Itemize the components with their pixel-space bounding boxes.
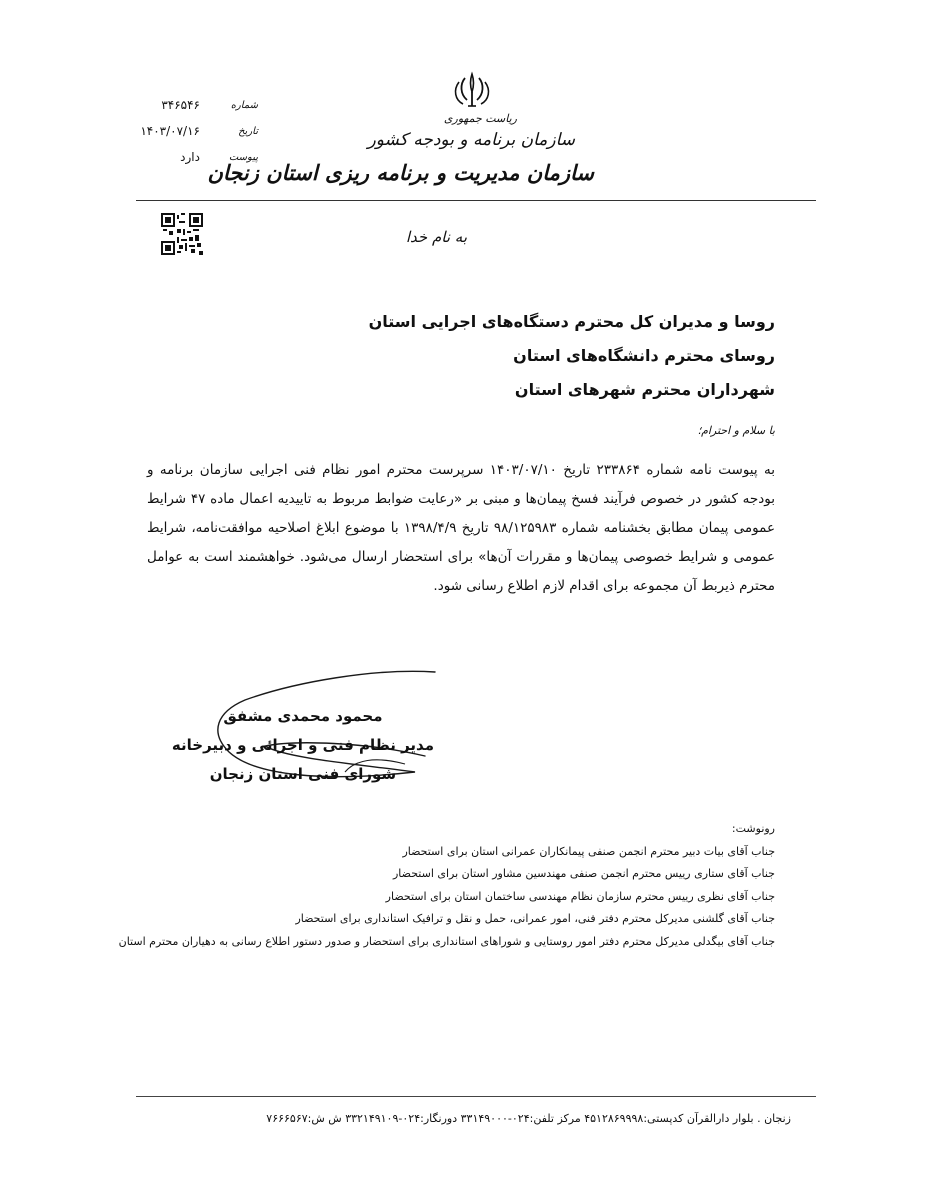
cc-item: جناب آقای بیات دبیر محترم انجمن صنفی پیمانکاران عمرانی استان برای استحضار (402, 844, 775, 858)
cc-list (119, 818, 775, 953)
attachment-value: دارد (180, 150, 200, 164)
signatory-title: شورای فنی استان زنجان (209, 765, 397, 783)
national-emblem-icon (450, 70, 494, 112)
footer-address: زنجان . بلوار دارالقرآن کدپستی:۴۵۱۲۸۶۹۹۹۸ مرکز تلفن:۰۲۴-۳۳۱۴۹۰۰۰ دورنگار:۰۲۴-۳۳۲۱۴۹۱۰۹ ش ش:۷۶۶۶۵۶۷ (266, 1112, 791, 1125)
organization-name: سازمان برنامه و بودجه کشور (367, 130, 575, 150)
signatory-name: محمود محمدی مشفق (223, 707, 383, 725)
recipient-line: روسای محترم دانشگاه‌های استان (513, 346, 775, 365)
bismillah: به نام خدا (405, 228, 467, 246)
recipients (369, 305, 775, 407)
date-row (128, 124, 258, 150)
signature-block (172, 702, 434, 789)
cc-item: جناب آقای گلشنی مدیرکل محترم دفتر فنی، امور عمرانی، حمل و نقل و ترافیک استانداری برای استحضار (295, 912, 775, 925)
number-value: ۳۴۶۵۴۶ (161, 98, 200, 112)
letter-meta (128, 98, 258, 176)
number-row (128, 98, 258, 124)
date-label: تاریخ (238, 126, 258, 137)
salutation: با سلام و احترام؛ (697, 424, 775, 437)
header-divider (136, 200, 816, 201)
qr-code-icon (161, 213, 203, 255)
attachment-label: پیوست (228, 152, 258, 163)
number-label: شماره (230, 100, 258, 111)
recipient-line: روسا و مدیران کل محترم دستگاه‌های اجرایی استان (368, 312, 775, 331)
cc-item: جناب آقای نظری رییس محترم سازمان نظام مهندسی ساختمان استان برای استحضار (385, 889, 775, 903)
signatory-title: مدیر نظام فنی و اجرائی و دبیرخانه (171, 736, 434, 754)
recipient-line: شهرداران محترم شهرهای استان (514, 380, 775, 399)
cc-item: جناب آقای ستاری رییس محترم انجمن صنفی مهندسین مشاور استان برای استحضار (393, 867, 775, 880)
letter-body: به پیوست نامه شماره ۲۳۳۸۶۴ تاریخ ۱۴۰۳/۰۷/۱۰ سرپرست محترم امور نظام فنی اجرایی سازمان برنامه و بودجه کشور در خصوص فرآیند فسخ پیمان‌ها و مبنی بر «رعایت ضوابط مربوط به تاییدیه اعمال ماده ۴۷ شرایط عمومی پیمان مطابق بخشنامه شماره ۹۸/۱۲۵۹۸۳ تاریخ ۱۳۹۸/۴/۹ با موضوع ابلاغ اصلاحیه موافقت‌نامه، شرایط عمومی و شرایط خصوصی پیمان‌ها و مقررات آن‌ها» برای استحضار ارسال می‌شود. خواهشمند است به عوامل محترم ذیربط آن مجموعه برای اقدام لازم اطلاع رسانی شود. (147, 462, 776, 594)
cc-title: رونوشت: (731, 822, 775, 835)
presidency-label: ریاست جمهوری (443, 112, 517, 125)
sub-organization-name: سازمان مدیریت و برنامه ریزی استان زنجان (207, 160, 594, 185)
cc-item: جناب آقای بیگدلی مدیرکل محترم دفتر امور روستایی و شوراهای استانداری برای استحضار و صدور دستور اطلاع رسانی به دهیاران محترم استان (118, 934, 775, 948)
date-value: ۱۴۰۳/۰۷/۱۶ (140, 124, 200, 138)
attachment-row (128, 150, 258, 176)
footer-divider (136, 1096, 816, 1097)
